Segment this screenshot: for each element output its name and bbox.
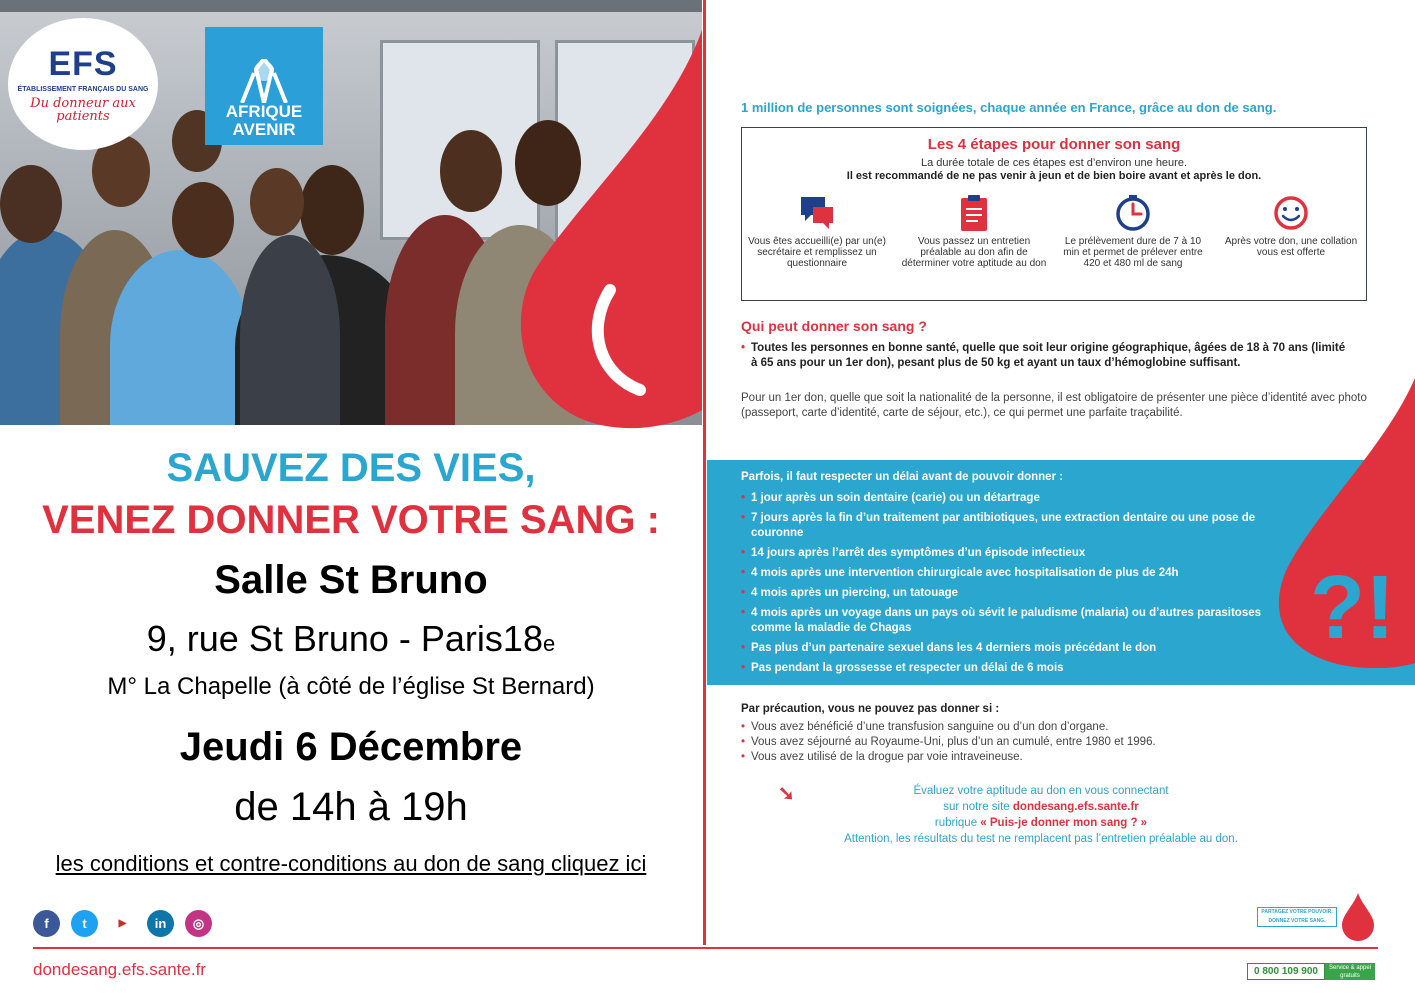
- blood-drop-question-icon: [1275, 378, 1415, 668]
- list-item: • Vous avez séjourné au Royaume-Uni, plus d’un an cumulé, entre 1980 et 1996.: [741, 736, 1156, 748]
- headline-save-lives: SAUVEZ DES VIES,: [166, 446, 536, 490]
- photo-person: [240, 235, 340, 425]
- steps-box: [741, 127, 1367, 301]
- tree-icon: [234, 59, 294, 103]
- list-item: • 4 mois après un piercing, un tatouage: [741, 587, 959, 599]
- clipboard-icon: [959, 194, 989, 232]
- bullet-dot: •: [741, 342, 746, 354]
- speech-bubbles-icon: [797, 195, 837, 231]
- list-item: • 4 mois après une intervention chirurgicale avec hospitalisation de plus de 24h: [741, 567, 1179, 579]
- list-item-text: Vous avez utilisé de la drogue par voie intraveineuse.: [751, 751, 1023, 763]
- list-item-text: Vous avez bénéficié d’une transfusion sanguine ou d’un don d’organe.: [751, 721, 1109, 733]
- afrique-avenir-line1: AFRIQUE: [225, 102, 303, 121]
- arrow-icon: ➘: [778, 783, 795, 805]
- event-hours: de 14h à 19h: [234, 785, 468, 829]
- eval-section-link[interactable]: « Puis-je donner mon sang ? »: [980, 817, 1148, 829]
- venue-address: [0, 618, 702, 660]
- list-item: • Pas plus d’un partenaire sexuel dans les 4 derniers mois précédant le don: [741, 642, 1157, 654]
- metro-info: M° La Chapelle (à côté de l’église St Bernard): [107, 673, 595, 700]
- eval-line2-prefix: sur notre site: [943, 801, 1013, 813]
- panel-divider: [703, 0, 706, 945]
- share-power-logo: PARTAGEZ VOTRE POUVOIR, DONNEZ VOTRE SANG.: [1257, 907, 1337, 927]
- social-links: [33, 910, 212, 937]
- step-1: [742, 194, 892, 269]
- step-4: [1216, 194, 1366, 258]
- list-item-text: 4 mois après un piercing, un tatouage: [751, 587, 959, 599]
- list-item-text: Vous avez séjourné au Royaume-Uni, plus d’un an cumulé, entre 1980 et 1996.: [751, 736, 1156, 748]
- photo-person: [300, 165, 364, 255]
- list-item-text: 1 jour après un soin dentaire (carie) ou un détartrage: [751, 492, 1040, 504]
- footer-line: [33, 947, 1378, 949]
- photo-person: [250, 168, 304, 236]
- id-requirement-text: Pour un 1er don, quelle que soit la nationalité de la personne, il est obligatoire de présenter une pièce d’identité avec photo (passeport, carte d’identité, carte de séjour, etc.), ce qui permet une parfaite traçabilité.: [741, 392, 1367, 419]
- list-item: • 7 jours après la fin d’un traitement par antibiotiques, une extraction dentaire ou une pose de couronne: [741, 512, 1256, 539]
- venue-name: Salle St Bruno: [214, 558, 488, 602]
- precaution-title: Par précaution, vous ne pouvez pas donner si :: [741, 703, 1000, 715]
- step-1-text: Vous êtes accueilli(e) par un(e) secrétaire et remplissez un questionnaire: [748, 236, 886, 269]
- photo-person: [0, 165, 62, 243]
- linkedin-icon[interactable]: in: [147, 910, 174, 937]
- efs-logo-motto: Du donneur aux patients: [30, 96, 136, 124]
- eval-site-link[interactable]: dondesang.efs.sante.fr: [1012, 801, 1139, 813]
- clock-icon: [1114, 194, 1152, 232]
- twitter-icon[interactable]: t: [71, 910, 98, 937]
- waiting-period-list: [741, 491, 1286, 681]
- photo-person: [440, 130, 502, 212]
- address-text: 9, rue St Bruno - Paris18: [146, 618, 543, 659]
- list-item-text: 4 mois après une intervention chirurgicale avec hospitalisation de plus de 24h: [751, 567, 1179, 579]
- steps-title: Les 4 étapes pour donner son sang: [927, 136, 1181, 153]
- list-item: • 4 mois après un voyage dans un pays où sévit le paludisme (malaria) ou d’autres parasitoses comme la maladie de Chagas: [741, 607, 1262, 634]
- photo-awning: [0, 0, 702, 12]
- address-suffix: e: [542, 631, 556, 656]
- youtube-icon[interactable]: ▶: [109, 910, 136, 937]
- list-item: • 14 jours après l’arrêt des symptômes d’un épisode infectieux: [741, 547, 1086, 559]
- eval-line1: Évaluez votre aptitude au don en vous connectant: [913, 785, 1169, 797]
- who-can-give-title: Qui peut donner son sang ?: [741, 318, 927, 334]
- efs-logo-subtitle: ÉTABLISSEMENT FRANÇAIS DU SANG: [17, 86, 149, 93]
- phone-service-tag: Service & appel gratuits: [1325, 963, 1375, 980]
- smiley-icon: [1272, 194, 1310, 232]
- efs-logo: [8, 18, 158, 150]
- photo-person: [172, 182, 234, 258]
- step-3: [1058, 194, 1208, 269]
- list-item: • Vous avez bénéficié d’une transfusion sanguine ou d’un don d’organe.: [741, 721, 1109, 733]
- conditions-link[interactable]: les conditions et contre-conditions au don de sang cliquez ici: [55, 851, 647, 876]
- step-2: [899, 194, 1049, 269]
- list-item-text: 7 jours après la fin d’un traitement par antibiotiques, une extraction dentaire ou une pose de couronne: [751, 512, 1256, 539]
- list-item-text: 4 mois après un voyage dans un pays où sévit le paludisme (malaria) ou d’autres parasitoses comme la maladie de Chagas: [751, 607, 1262, 634]
- afrique-avenir-line2: AVENIR: [232, 120, 296, 139]
- blood-drop-decoration: [520, 30, 702, 430]
- phone-number[interactable]: 0 800 109 900: [1247, 963, 1325, 980]
- efs-logo-letters: EFS: [48, 45, 118, 83]
- intro-statement: 1 million de personnes sont soignées, chaque année en France, grâce au don de sang.: [741, 100, 1277, 115]
- facebook-icon[interactable]: f: [33, 910, 60, 937]
- mini-blood-drop-icon: [1340, 893, 1376, 941]
- steps-duration: La durée totale de ces étapes est d’environ une heure.: [920, 157, 1188, 169]
- precaution-list: [741, 720, 1361, 765]
- eval-line3: [741, 815, 1341, 831]
- list-item: • 1 jour après un soin dentaire (carie) ou un détartrage: [741, 492, 1040, 504]
- who-can-give-text: Toutes les personnes en bonne santé, quelle que soit leur origine géographique, âgées de 18 à 70 ans (limité à 65 ans pour un 1er don), pesant plus de 50 kg et ayant un taux d’hémoglobine suffisant.: [751, 342, 1346, 369]
- eval-line2: [741, 799, 1341, 815]
- list-item: • Pas pendant la grossesse et respecter un délai de 6 mois: [741, 662, 1064, 674]
- drop-mark-text: ?!: [1310, 558, 1395, 658]
- footer-website[interactable]: dondesang.efs.sante.fr: [33, 960, 206, 979]
- eval-line4: Attention, les résultats du test ne remplacent pas l’entretien préalable au don.: [844, 833, 1238, 845]
- list-item-text: Pas pendant la grossesse et respecter un délai de 6 mois: [751, 662, 1064, 674]
- eligibility-check-text: [741, 783, 1341, 847]
- list-item-text: Pas plus d’un partenaire sexuel dans les 4 derniers mois précédant le don: [751, 642, 1157, 654]
- instagram-icon[interactable]: ◎: [185, 910, 212, 937]
- step-4-text: Après votre don, une collation vous est offerte: [1224, 236, 1358, 258]
- afrique-avenir-logo: [205, 27, 323, 145]
- eval-line3-prefix: rubrique: [934, 817, 981, 829]
- steps-advice: Il est recommandé de ne pas venir à jeun et de bien boire avant et après le don.: [846, 170, 1262, 182]
- list-item: • Vous avez utilisé de la drogue par voie intraveineuse.: [741, 751, 1023, 763]
- waiting-period-title: Parfois, il faut respecter un délai avant de pouvoir donner :: [741, 471, 1064, 483]
- step-2-text: Vous passez un entretien préalable au don afin de déterminer votre aptitude au don: [901, 236, 1047, 269]
- who-can-give-bullet: [741, 341, 1351, 371]
- headline-give-blood: VENEZ DONNER VOTRE SANG :: [42, 498, 660, 542]
- list-item-text: 14 jours après l’arrêt des symptômes d’un épisode infectieux: [751, 547, 1086, 559]
- step-3-text: Le prélèvement dure de 7 à 10 min et permet de prélever entre 420 et 480 ml de sang: [1063, 236, 1203, 269]
- event-date: Jeudi 6 Décembre: [179, 725, 523, 769]
- photo-person: [110, 250, 250, 425]
